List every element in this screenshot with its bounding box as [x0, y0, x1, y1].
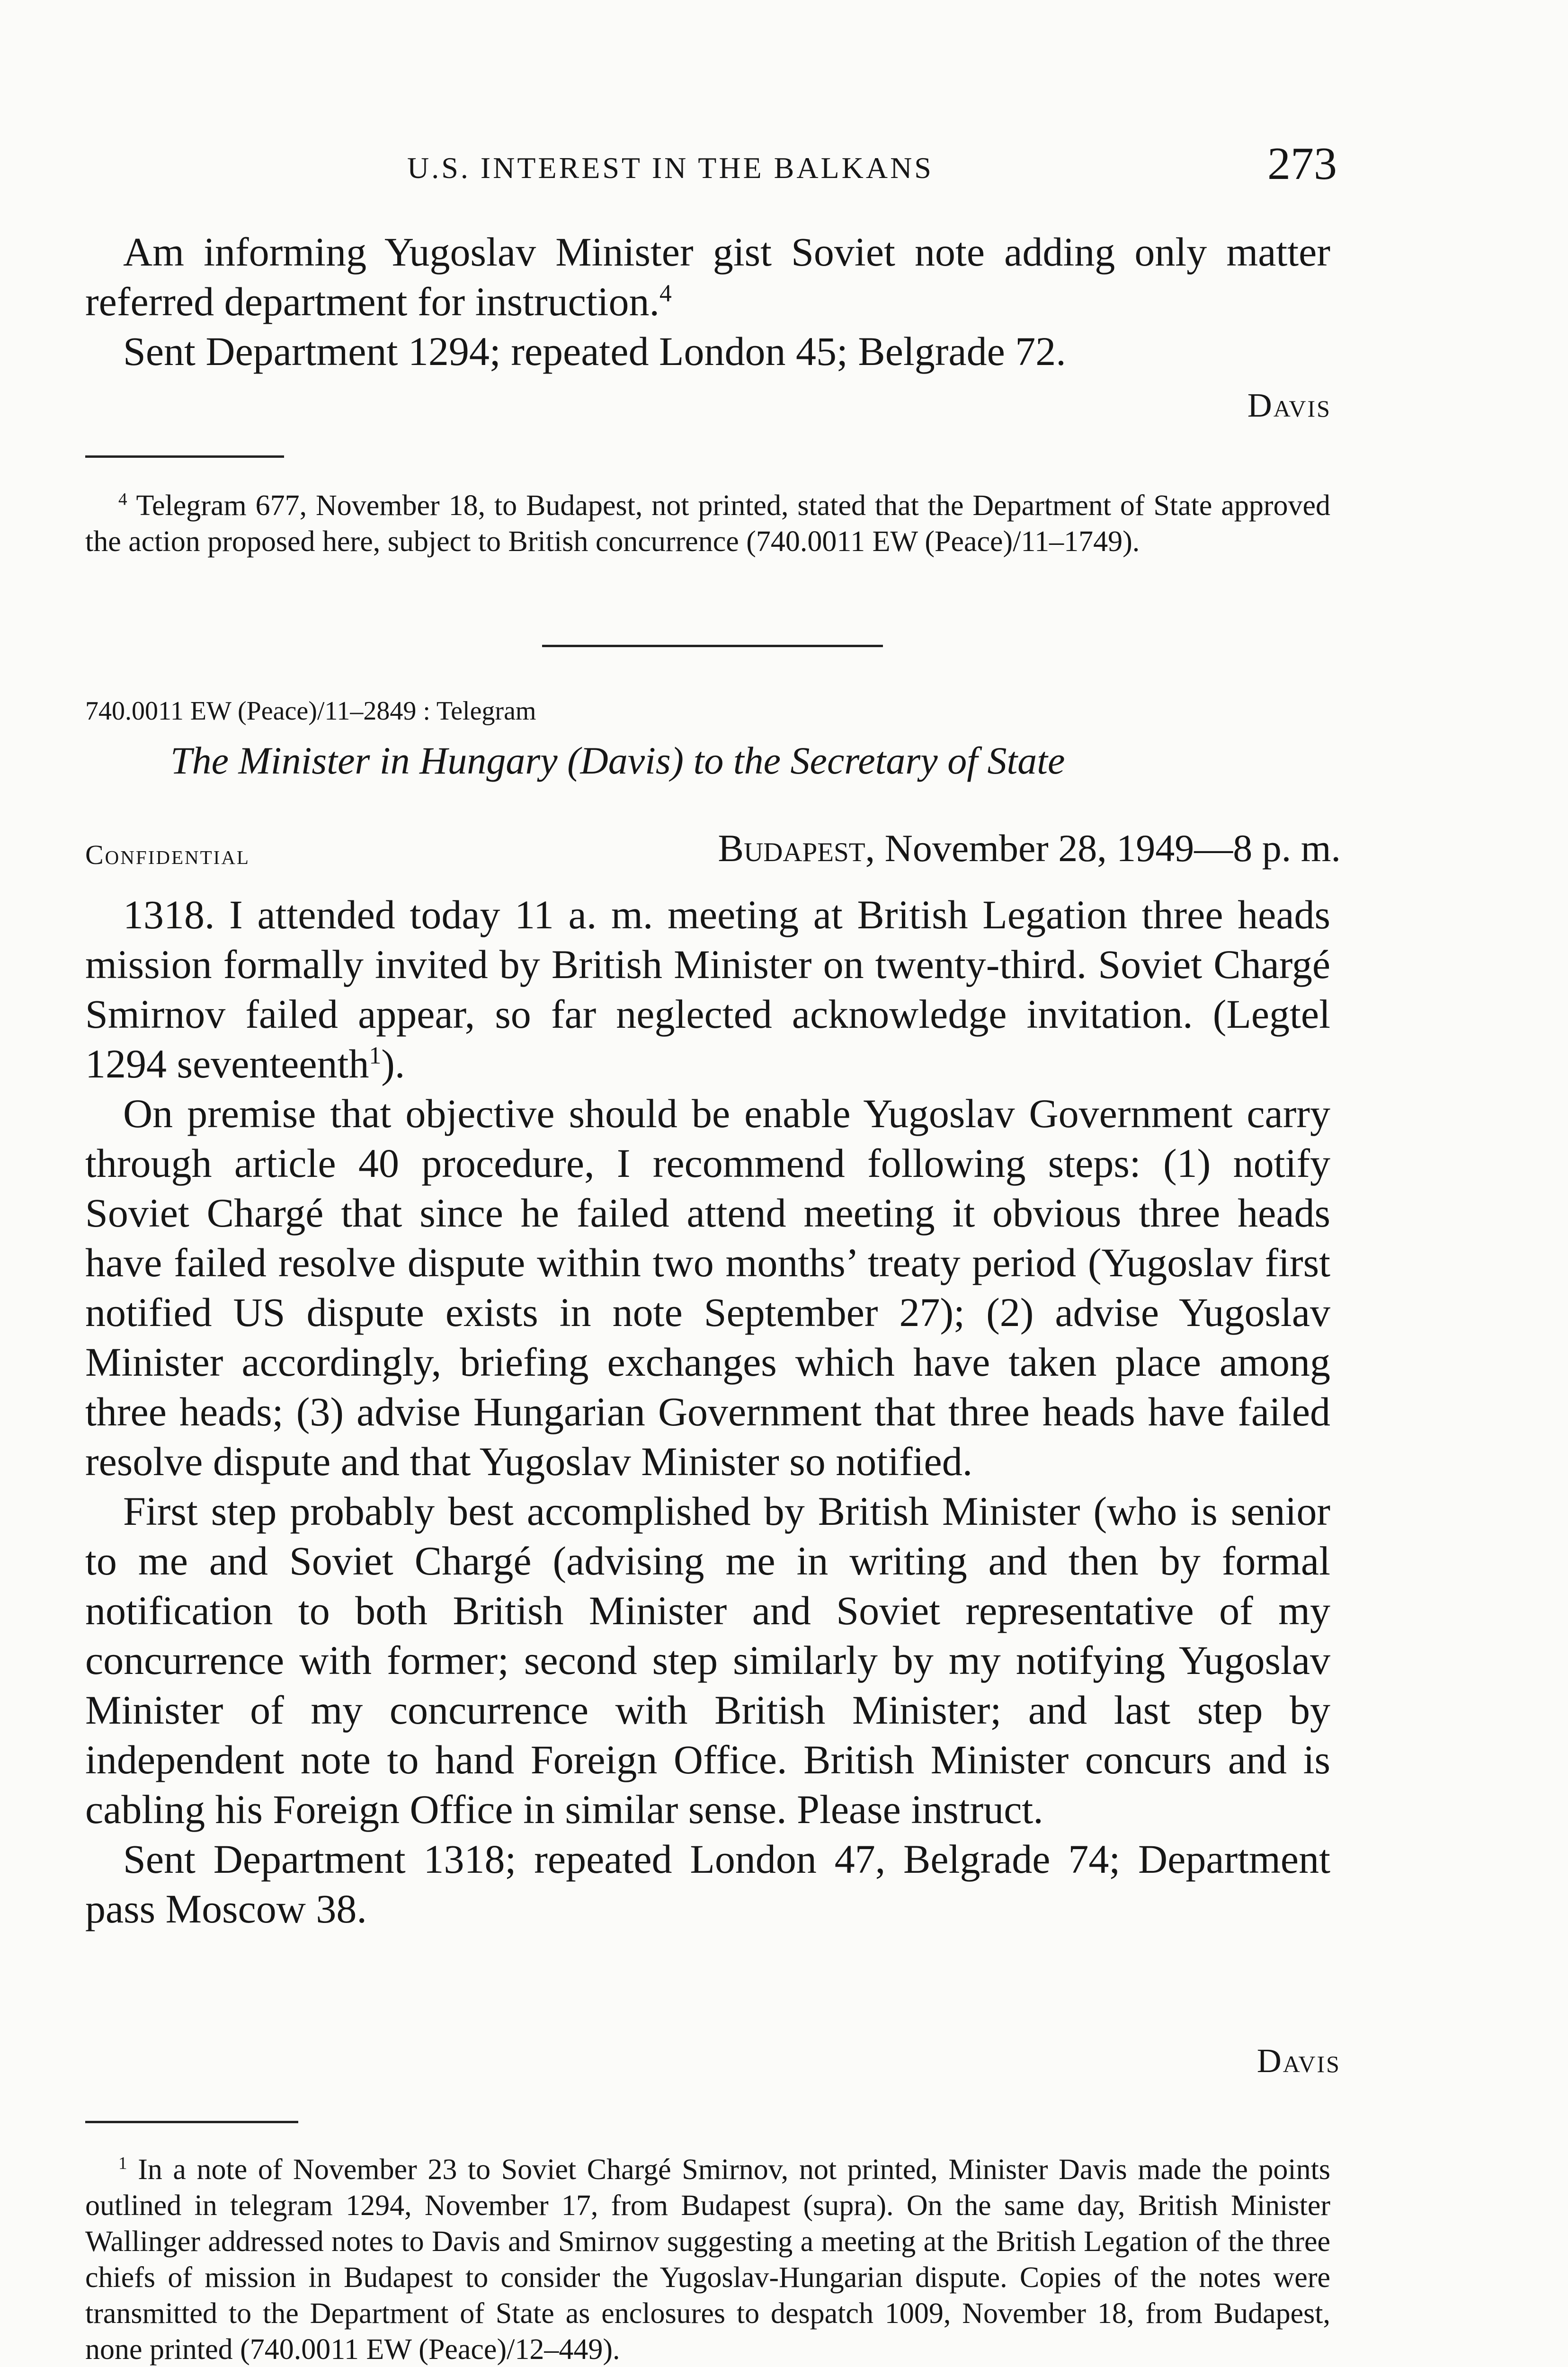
signature-top: Davis — [1247, 386, 1331, 424]
footnote-top: $^4$ Telegram 677, November 18, to Budapest, not printed, stated that the Department of State approved the action proposed here, subject to British concurrence (740.0011 EW (Peace)/11–1749). — [85, 489, 1331, 558]
section-separator — [542, 645, 883, 647]
running-header: U.S. INTEREST IN THE BALKANS — [407, 151, 934, 185]
body-paragraph: 1318. I attended today 11 a. m. meeting at British Legation three heads mission formally invited by British Minister on twenty-third. Soviet Chargé Smirnov failed appear, so far neglected acknowledge invitation. (Legtel 1294 seventeenth$^1$). — [85, 892, 1330, 1086]
classification: Confidential — [85, 839, 250, 870]
footnote-rule-bottom — [85, 2121, 298, 2123]
footnote-ref: 1 — [369, 1042, 382, 1069]
footnote-rule-top — [85, 455, 284, 458]
sent-line: Sent Department 1294; repeated London 45; Belgrade 72. — [123, 329, 1066, 374]
continuation-block — [85, 227, 1330, 376]
footnote-marker: 1 — [118, 2153, 127, 2173]
body-paragraph: First step probably best accomplished by British Minister (who is senior to me and Soviet Chargé (advising me in writing and then by formal notification to both British Minister and Soviet representative of my concurrence with former; second step similarly by my notifying Yugoslav Minister of my concurrence with British Minister; and last step by independent note to hand Foreign Office. British Minister concurs and is cabling his Foreign Office in similar sense. Please instruct. — [85, 1488, 1330, 1832]
body-paragraph: Sent Department 1318; repeated London 47, Belgrade 74; Department pass Moscow 38. — [85, 1836, 1330, 1931]
footnote-ref: 4 — [659, 280, 672, 307]
place: Budapest, — [718, 827, 875, 870]
signature-bottom: Davis — [1256, 2042, 1341, 2080]
footnote-marker: 4 — [118, 489, 127, 509]
file-reference: 740.0011 EW (Peace)/11–2849 : Telegram — [85, 696, 536, 726]
dateline — [718, 826, 1341, 871]
body-paragraph: On premise that objective should be enable Yugoslav Government carry through article 40 procedure, I recommend following steps: (1) notify Soviet Chargé that since he failed attend meeting it obvious three heads have failed resolve dispute within two months’ treaty period (Yugoslav first notified US dispute exists in note September 27); (2) advise Yugoslav Minister accordingly, briefing exchanges which have taken place among three heads; (3) advise Hungarian Government that three heads have failed resolve dispute and that Yugoslav Minister so notified. — [85, 1091, 1330, 1484]
footnote-bottom: $^1$ In a note of November 23 to Soviet Chargé Smirnov, not printed, Minister Davis made the points outlined in telegram 1294, November 17, from Budapest (supra). On the same day, British Minister Wallinger addressed notes to Davis and Smirnov suggesting a meeting at the British Legation of the three chiefs of mission in Budapest to consider the Yugoslav-Hungarian dispute. Copies of the notes were transmitted to the Department of State as enclosures to despatch 1009, November 18, from Budapest, none printed (740.0011 EW (Peace)/12–449). — [85, 2153, 1331, 2366]
telegram-body — [85, 890, 1330, 1934]
date: November 28, 1949—8 p. m. — [884, 827, 1341, 870]
document-heading: The Minister in Hungary (Davis) to the Secretary of State — [170, 739, 1065, 782]
page-number: 273 — [1267, 138, 1337, 189]
continuation-paragraph: Am informing Yugoslav Minister gist Soviet note adding only matter referred department for instruction.$^4$ — [85, 229, 1330, 324]
